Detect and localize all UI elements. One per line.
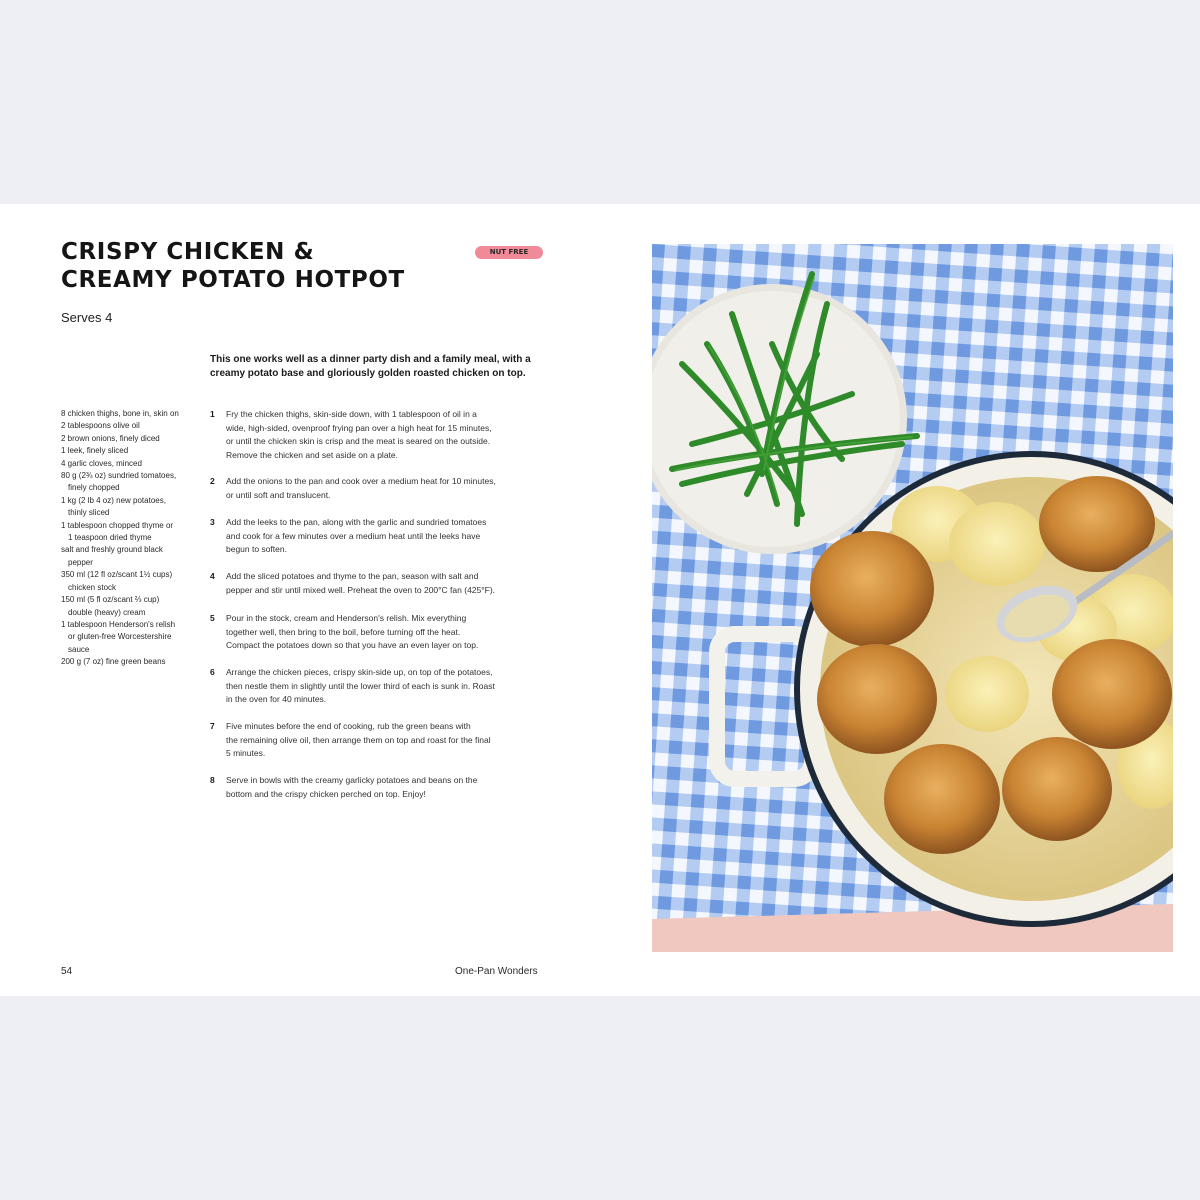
ingredient-line: 80 g (2¾ oz) sundried tomatoes, xyxy=(61,471,177,481)
step-line: begun to soften. xyxy=(226,544,287,554)
step-number: 5 xyxy=(210,613,215,623)
ingredient-line: 4 garlic cloves, minced xyxy=(61,458,142,468)
ingredient-line: chicken stock xyxy=(68,582,117,592)
step-text xyxy=(226,612,556,653)
step-text xyxy=(226,720,556,761)
step-text xyxy=(226,774,556,801)
step-line: or until the chicken skin is crisp and the meat is seared on the outside. xyxy=(226,436,491,446)
step-line: Fry the chicken thighs, skin-side down, with 1 tablespoon of oil in a xyxy=(226,409,477,419)
step-number: 4 xyxy=(210,571,215,581)
step-line: together well, then bring to the boil, before turning off the heat. xyxy=(226,626,461,637)
ingredient-line: 2 brown onions, finely diced xyxy=(61,433,160,443)
title-line: CRISPY CHICKEN & xyxy=(61,239,315,265)
step-line: Remove the chicken and set aside on a plate. xyxy=(226,449,398,460)
ingredient-line: 1 teaspoon dried thyme xyxy=(68,533,152,543)
step-line: Five minutes before the end of cooking, rub the green beans with xyxy=(226,721,471,731)
step-line: Serve in bowls with the creamy garlicky potatoes and beans on the xyxy=(226,775,478,785)
section-name: One-Pan Wonders xyxy=(455,966,538,977)
step-line: or until soft and translucent. xyxy=(226,489,331,500)
page-number: 54 xyxy=(61,966,73,977)
ingredient-line: pepper xyxy=(68,557,93,567)
ingredient-line: sauce xyxy=(68,644,90,654)
ingredient-list xyxy=(61,408,206,669)
ingredient-item xyxy=(61,569,206,594)
intro-line: creamy potato base and gloriously golden roasted chicken on top. xyxy=(210,368,526,379)
step-line: bottom and the crispy chicken perched on top. Enjoy! xyxy=(226,788,426,799)
ingredient-line: salt and freshly ground black xyxy=(61,545,163,555)
ingredient-item xyxy=(61,408,206,420)
step-line: 5 minutes. xyxy=(226,748,266,758)
ingredient-line: or gluten-free Worcestershire xyxy=(68,632,172,642)
step-line: Pour in the stock, cream and Henderson's relish. Mix everything xyxy=(226,613,467,623)
step-line: Add the onions to the pan and cook over a medium heat for 10 minutes, xyxy=(226,476,496,486)
ingredient-item xyxy=(61,458,206,470)
step-line: and cook for a few minutes over a medium heat until the leeks have xyxy=(226,530,481,541)
ingredient-line: 1 leek, finely sliced xyxy=(61,446,129,456)
step-text xyxy=(226,666,556,707)
ingredient-item xyxy=(61,420,206,432)
step-line: Add the leeks to the pan, along with the garlic and sundried tomatoes xyxy=(226,517,487,527)
ingredient-line: 1 kg (2 lb 4 oz) new potatoes, xyxy=(61,495,166,505)
step-line: Add the sliced potatoes and thyme to the pan, season with salt and xyxy=(226,571,479,581)
step-line: Arrange the chicken pieces, crispy skin-side up, on top of the potatoes, xyxy=(226,667,493,677)
ingredient-item xyxy=(61,520,206,545)
title-line: CREAMY POTATO HOTPOT xyxy=(61,267,405,293)
step-line: in the oven for 40 minutes. xyxy=(226,694,327,704)
ingredient-item xyxy=(61,619,206,656)
step-text xyxy=(226,475,556,502)
ingredient-item xyxy=(61,433,206,445)
step-line: the remaining olive oil, then arrange them on top and roast for the final xyxy=(226,734,491,745)
step-number: 2 xyxy=(210,476,215,486)
ingredient-line: thinly sliced xyxy=(68,508,110,518)
ingredient-item xyxy=(61,495,206,520)
ingredient-item xyxy=(61,594,206,619)
hotpot-photo xyxy=(652,244,1173,952)
step-text xyxy=(226,516,556,557)
step-line: then nestle them in slightly until the lower third of each is sunk in. Roast xyxy=(226,680,495,691)
nut-free-badge: NUT FREE xyxy=(475,246,543,259)
ingredient-line: 200 g (7 oz) fine green beans xyxy=(61,657,166,667)
ingredient-line: 1 tablespoon chopped thyme or xyxy=(61,520,174,530)
recipe-title xyxy=(61,238,461,294)
step-line: pepper and stir until mixed well. Preheat the oven to 200°C fan (425°F). xyxy=(226,584,496,595)
step-number: 3 xyxy=(210,517,215,527)
step-number: 6 xyxy=(210,667,215,677)
step-line: Compact the potatoes down so that you have an even layer on top. xyxy=(226,640,479,650)
ingredient-line: 8 chicken thighs, bone in, skin on xyxy=(61,409,179,418)
ingredient-line: double (heavy) cream xyxy=(68,607,146,617)
intro-line: This one works well as a dinner party dish and a family meal, with a xyxy=(210,354,531,365)
ingredient-line: 350 ml (12 fl oz/scant 1½ cups) xyxy=(61,570,173,580)
step-number: 8 xyxy=(210,775,215,785)
step-text xyxy=(226,408,556,462)
serves-label: Serves 4 xyxy=(61,310,113,325)
ingredient-item xyxy=(61,544,206,569)
step-line: wide, high-sided, ovenproof frying pan over a high heat for 15 minutes, xyxy=(226,422,492,433)
ingredient-item xyxy=(61,470,206,495)
ingredient-item xyxy=(61,445,206,457)
ingredient-item xyxy=(61,656,206,668)
step-number: 7 xyxy=(210,721,215,731)
ingredient-line: 1 tablespoon Henderson's relish xyxy=(61,619,176,629)
step-number: 1 xyxy=(210,409,215,419)
step-text xyxy=(226,570,556,597)
recipe-intro xyxy=(210,353,550,381)
ingredient-line: finely chopped xyxy=(68,483,120,493)
ingredient-line: 150 ml (5 fl oz/scant ⅔ cup) xyxy=(61,595,160,605)
ingredient-line: 2 tablespoons olive oil xyxy=(61,421,140,431)
